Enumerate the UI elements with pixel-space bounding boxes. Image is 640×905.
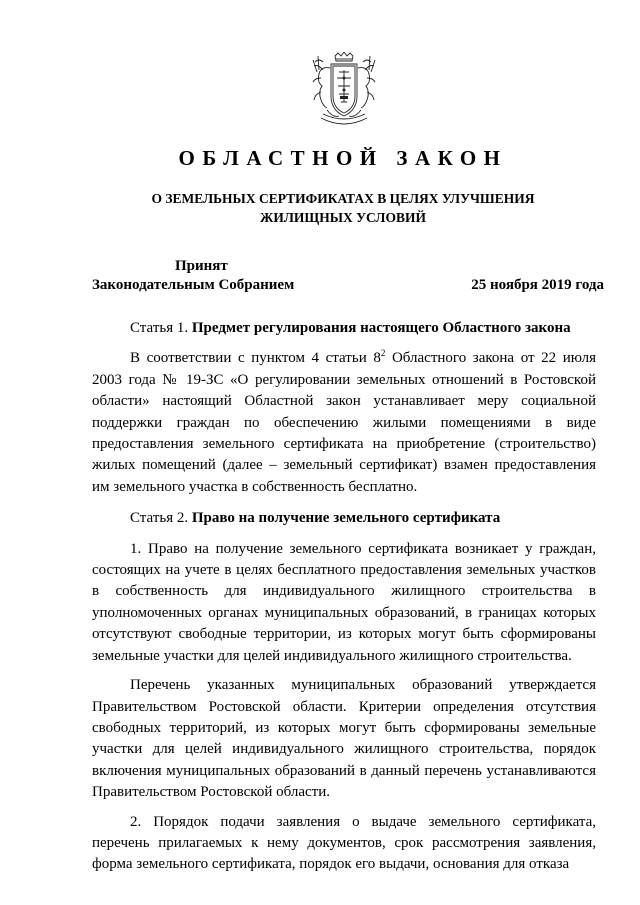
article-number: Статья 1.	[130, 320, 189, 336]
paragraph	[92, 348, 596, 498]
adopted-date: 25 ноября 2019 года	[471, 277, 604, 293]
page-title: ОБЛАСТНОЙ ЗАКОН	[178, 146, 508, 170]
subtitle-line: ЖИЛИЩНЫХ УСЛОВИЙ	[259, 210, 426, 225]
document-body	[92, 318, 596, 884]
superscript: 2	[380, 348, 386, 359]
subtitle-line: О ЗЕМЕЛЬНЫХ СЕРТИФИКАТАХ В ЦЕЛЯХ УЛУЧШЕНИЯ	[151, 191, 535, 206]
paragraph: 2. Порядок подачи заявления о выдаче земельного сертификата, перечень прилагаемых к нему документов, срок рассмотрения заявления, форма земельного сертификата, порядок его выдачи, основания для отказа	[92, 813, 596, 873]
paragraph-text: Областного закона от 22 июля 2003 года № 19-ЗС «О регулировании земельных отношений в Ростовской области» настоящий Областной закон устанавливает меру социальной поддержки граждан по обеспечению жилыми помещениями в виде предоставления земельного сертификата на приобретение (строительство) жилых помещений (далее – земельный сертификат) взамен предоставления им земельного участка в собственность бесплатно.	[92, 350, 597, 495]
paragraph: 1. Право на получение земельного сертификата возникает у граждан, состоящих на учете в целях бесплатного предоставления земельных участков в собственность для индивидуального жилищного строительства в уполномоченных органах муниципальных образований, в границах которых отсутствуют свободные территории, из которых могут быть сформированы земельные участки для целей индивидуального жилищного строительства.	[92, 540, 596, 664]
article-heading	[92, 318, 596, 339]
adopted-by: Законодательным Собранием	[92, 277, 295, 293]
coat-of-arms-icon	[309, 52, 377, 130]
article-title: Право на получение земельного сертификата	[191, 510, 501, 527]
article-title: Предмет регулирования настоящего Областного закона	[191, 320, 571, 336]
paragraph: Перечень указанных муниципальных образований утверждается Правительством Ростовской области. Критерии определения отсутствия свободных территорий, из которых могут быть сформированы земельные участки для целей индивидуального жилищного строительства, порядок включения муниципальных образований в данный перечень устанавливаются Правительством Ростовской области.	[92, 677, 596, 801]
document-subtitle	[0, 189, 640, 227]
adoption-block	[92, 257, 604, 295]
adopted-label: Принят	[175, 258, 228, 274]
article-heading	[92, 508, 596, 529]
paragraph-text: В соответствии с пунктом 4 статьи 8	[130, 350, 381, 367]
article-number: Статья 2.	[130, 510, 189, 527]
